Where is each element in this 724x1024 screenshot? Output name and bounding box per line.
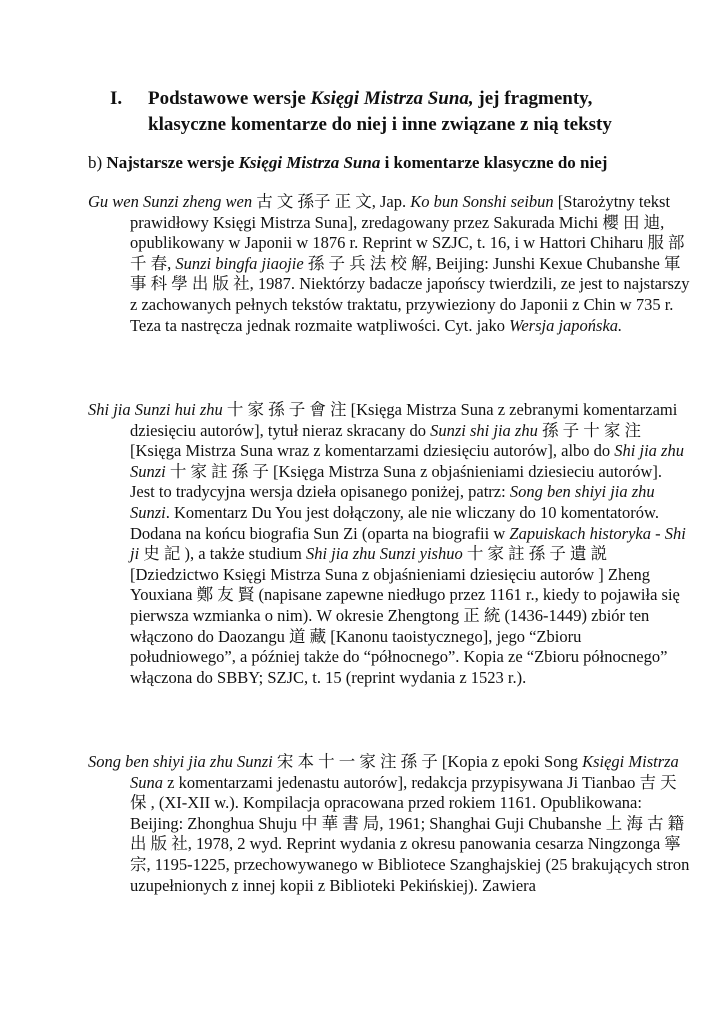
entry-text: 史 記 ), a także studium (139, 544, 306, 564)
entry-text: 孫 子 十 家 注 [Księga Mistrza Suna wraz z komentarzami dziesięciu autorów], albo do (130, 420, 641, 461)
entry-title-italic: Song ben shiyi jia zhu Sunzi (130, 482, 655, 522)
entry-text: 孫 子 兵 法 校 解, Beijing: Junshi Kexue Chubanshe 軍 事 科 學 出 版 社, 1987. Niektórzy badacze japońscy twierdzili, ze jest to najstarszy z zachowanych pełnych tekstów traktatu, przywieziony do Japonii z Chin w 735 r. Teza ta nastręcza jednak rozmaite watpliwości. Cyt. jako (130, 253, 690, 335)
entry-title-italic: Shi jia zhu Sunzi yishuo (305, 544, 463, 564)
section-title-part: jej fragmenty, (473, 88, 593, 109)
entry-text: 十 家 孫 子 會 注 [Księga Mistrza Suna z zebranymi komentarzami dziesięciu autorów], tytuł nieraz skracany do (130, 400, 678, 440)
bibliography-entry (88, 192, 690, 336)
section-heading (110, 86, 670, 138)
entry-title-italic: Gu wen Sunzi zheng wen (88, 192, 253, 211)
entry-title-italic: Zapuiskach historyka - Shi ji (130, 523, 686, 564)
bibliography-entry (88, 400, 690, 688)
entry-text: [Starożytny tekst prawidłowy Księgi Mistrza Suna], zredagowany przez Sakurada Michi 櫻 田 迪, opublikowany w Japonii w 1876 r. Reprint w SZJC, t. 16, i w Hattori Chiharu 服 部 千 春, (130, 192, 685, 273)
subsection-title-part: i komentarze klasyczne do niej (380, 153, 608, 172)
section-number: I. (110, 88, 123, 109)
entry-title-italic: Wersja japońska. (509, 315, 623, 335)
entry-text: 十 家 註 孫 子 遺 説 [Dziedzictwo Księgi Mistrza Suna z objaśnieniami dziesięciu autorów ] Zheng Youxiana 鄭 友 賢 (napisane zapewne niedługo przez 1161 r., kiedy to pojawiła się pierwsza wzmianka o nim). W okresie Zhengtong 正 統 (1436-1449) zbiór ten włączono do Daozangu 道 藏 [Kanonu taoistycznego], jego “Zbioru południowego”, a później także do “północnego”. Kopia ze “Zbioru północnego” włączona do SBBY; SZJC, t. 15 (reprint wydania z 1523 r.). (130, 544, 680, 687)
entry-text: z komentarzami jedenastu autorów], redakcja przypisywana Ji Tianbao 吉 天 保 , (XI-XII w.). Kompilacja opracowana przed rokiem 1161. Opublikowana: Beijing: Zhonghua Shuju 中 華 書 局, 1961; Shanghai Guji Chubanshe 上 海 古 籍 出 版 社, 1978, 2 wyd. Reprint wydania z okresu panowania cesarza Ningzonga 寧 宗, 1195-1225, przechowywanego w Bibliotece Szanghajskiej (25 brakujących stron uzupełnionych z innej kopii z Biblioteki Pekińskiej). Zawiera (130, 772, 690, 895)
entry-title-italic: Sunzi shi jia zhu (430, 420, 538, 440)
entry-title-italic: Ko bun Sonshi seibun (410, 192, 554, 211)
entry-title-italic: Shi jia Sunzi hui zhu (88, 400, 223, 419)
entry-title-italic: Księgi Mistrza Suna (130, 752, 679, 792)
entry-text: 宋 本 十 一 家 注 孫 子 [Kopia z epoki Song (272, 752, 583, 771)
entry-text: 古 文 孫子 正 文, Jap. (252, 192, 411, 211)
entry-title-italic: Song ben shiyi jia zhu Sunzi (88, 752, 273, 771)
subsection-title-italic: Księgi Mistrza Suna (238, 153, 381, 172)
bibliography-entry (88, 752, 690, 896)
entry-text: . Komentarz Du You jest dołączony, ale nie wliczany do 10 komentatorów. Dodana na końcu biografia Sun Zi (oparta na biografii w (130, 502, 659, 543)
entry-title-italic: Shi jia zhu Sunzi (130, 441, 684, 481)
section-title-part: Podstawowe wersje (148, 88, 311, 109)
subsection-heading (88, 152, 668, 174)
section-title (148, 86, 670, 138)
entry-title-italic: Sunzi bingfa jiaojie (175, 253, 304, 273)
subsection-prefix: b) (88, 153, 107, 172)
section-title-italic: Księgi Mistrza Suna, (310, 88, 474, 109)
subsection-title-part: Najstarsze wersje (106, 153, 239, 172)
section-title-line2: klasyczne komentarze do niej i inne związane z nią teksty (148, 114, 612, 135)
entry-text: 十 家 註 孫 子 [Księga Mistrza Suna z objaśnieniami dziesieciu autorów]. Jest to tradycyjna wersja dzieła opisanego poniżej, patrz: (130, 461, 663, 502)
